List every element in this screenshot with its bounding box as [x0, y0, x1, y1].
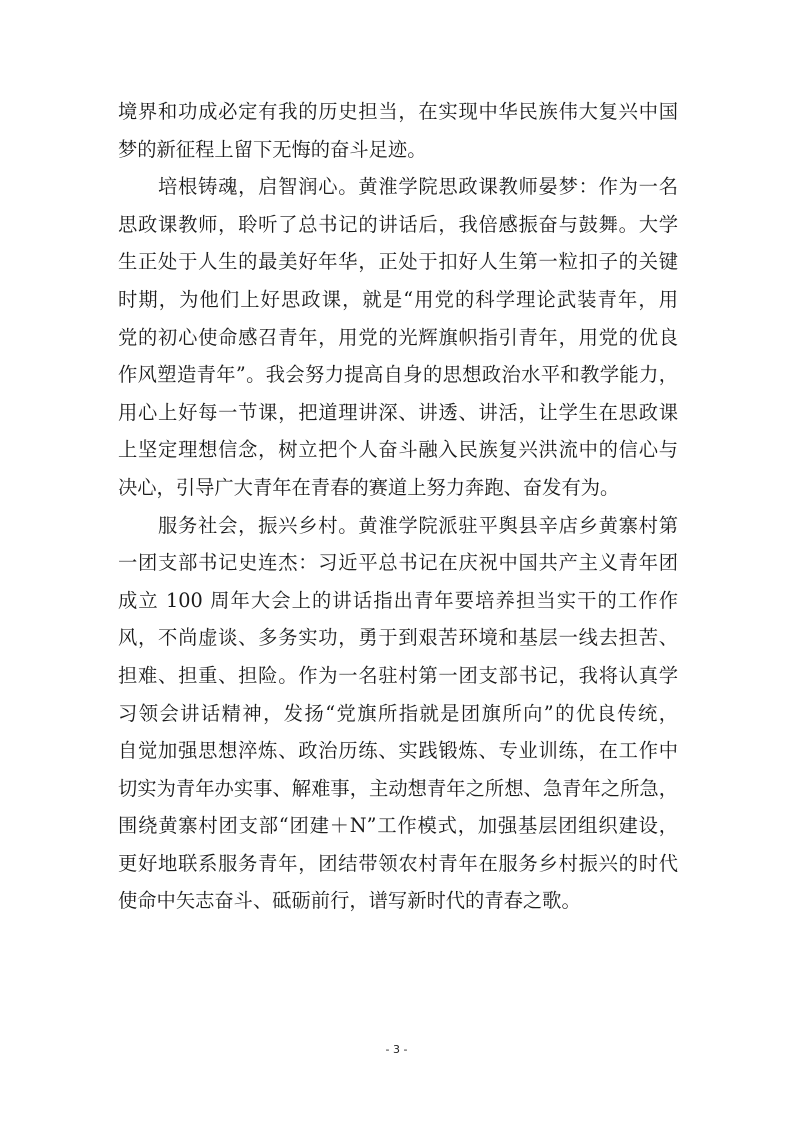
text-line: 决心，引导广大青年在青春的赛道上努力奔跑、奋发有为。	[118, 475, 620, 499]
text-line: 使命中矢志奋斗、砥砺前行，谱写新时代的青春之歌。	[118, 889, 581, 913]
text-line: 时期，为他们上好思政课，就是“用党的科学理论武装青年，用	[118, 287, 678, 311]
text-line: 担难、担重、担险。作为一名驻村第一团支部书记，我将认真学	[118, 663, 678, 687]
text-line: 境界和功成必定有我的历史担当，在实现中华民族伟大复兴中国	[118, 100, 678, 123]
text-line: 党的初心使命感召青年，用党的光辉旗帜指引青年，用党的优良	[118, 325, 678, 349]
body-text	[118, 93, 678, 920]
text-line: 习领会讲话精神，发扬“党旗所指就是团旗所向”的优良传统，	[118, 701, 678, 725]
text-line: 风，不尚虚谈、多务实功，勇于到艰苦环境和基层一线去担苦、	[118, 626, 678, 650]
text-line: 服务社会，振兴乡村。黄淮学院派驻平舆县辛店乡黄寨村第	[158, 513, 678, 537]
text-line: 思政课教师，聆听了总书记的讲话后，我倍感振奋与鼓舞。大学	[118, 212, 678, 236]
page-number: - 3 -	[385, 1043, 408, 1056]
text-line: 作风塑造青年”。我会努力提高自身的思想政治水平和教学能力，	[118, 363, 678, 387]
text-line: 一团支部书记史连杰：习近平总书记在庆祝中国共产主义青年团	[118, 551, 678, 575]
text-line: 上坚定理想信念，树立把个人奋斗融入民族复兴洪流中的信心与	[118, 438, 678, 462]
text-line: 梦的新征程上留下无悔的奋斗足迹。	[118, 137, 427, 161]
text-line: 切实为青年办实事、解难事，主动想青年之所想、急青年之所急，	[118, 776, 678, 800]
text-line: 用心上好每一节课，把道理讲深、讲透、讲活，让学生在思政课	[118, 400, 678, 424]
text-line: 培根铸魂，启智润心。黄淮学院思政课教师晏梦：作为一名	[158, 175, 678, 199]
text-line: 成立 100 周年大会上的讲话指出青年要培养担当实干的工作作	[118, 588, 678, 612]
text-line: 更好地联系服务青年，团结带领农村青年在服务乡村振兴的时代	[118, 851, 678, 875]
text-line: 自觉加强思想淬炼、政治历练、实践锻炼、专业训练，在工作中	[118, 739, 678, 763]
text-line: 围绕黄寨村团支部“团建＋N”工作模式，加强基层团组织建设，	[118, 814, 678, 838]
text-line: 生正处于人生的最美好年华，正处于扣好人生第一粒扣子的关键	[118, 250, 678, 274]
